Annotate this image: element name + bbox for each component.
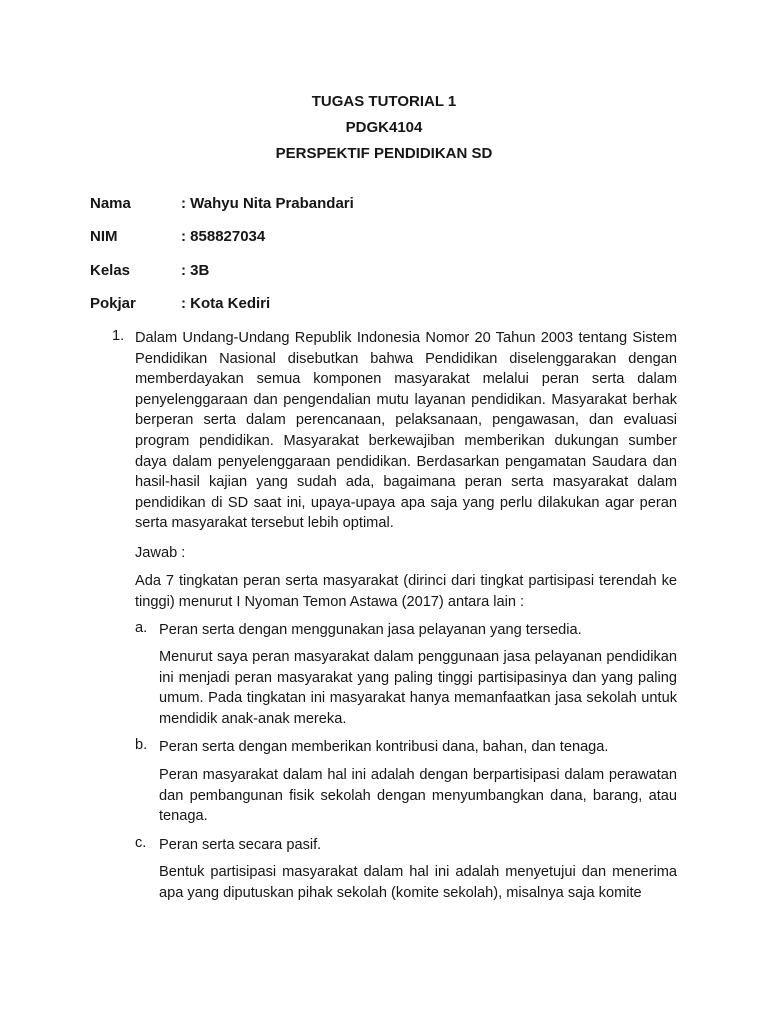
pokjar-value: : Kota Kediri	[181, 295, 271, 312]
item-b-heading: Peran serta dengan memberikan kontribusi dana, bahan, dan tenaga.	[159, 739, 609, 755]
name-value: : Wahyu Nita Prabandari	[181, 195, 354, 212]
document-title: TUGAS TUTORIAL 1	[311, 93, 457, 110]
nim-label: NIM	[90, 228, 118, 245]
question-number: 1.	[112, 328, 125, 344]
item-b-body: Peran masyarakat dalam hal ini adalah dengan berpartisipasi dalam perawatan dan pembangunan fisik sekolah dengan menyumbangkan dana, barang, atau tenaga.	[159, 767, 677, 825]
item-a-heading: Peran serta dengan menggunakan jasa pelayanan yang tersedia.	[159, 622, 582, 638]
item-a-body: Menurut saya peran masyarakat dalam penggunaan jasa pelayanan pendidikan ini menjadi peran masyarakat yang paling tinggi partisipasinya dan yang paling umum. Pada tingkatan ini masyarakat hanya memanfaatkan jasa sekolah untuk mendidik anak-anak mereka.	[159, 649, 677, 727]
list-marker-a: a.	[135, 620, 148, 636]
course-code: PDGK4104	[345, 119, 423, 136]
course-name: PERSPEKTIF PENDIDIKAN SD	[275, 145, 493, 162]
name-label: Nama	[90, 195, 131, 212]
list-marker-c: c.	[135, 835, 147, 851]
answer-intro: Ada 7 tingkatan peran serta masyarakat (dirinci dari tingkat partisipasi terendah ke tinggi) menurut I Nyoman Temon Astawa (2017) antara lain :	[135, 573, 677, 610]
nim-value: : 858827034	[181, 228, 266, 245]
question-text: Dalam Undang-Undang Republik Indonesia Nomor 20 Tahun 2003 tentang Sistem Pendidikan Nasional disebutkan bahwa Pendidikan diselenggarakan dengan memberdayakan semua komponen masyarakat melalui peran serta dalam penyelenggaraan dan pengendalian mutu layanan pendidikan. Masyarakat berhak berperan serta dalam perencanaan, pelaksanaan, pengawasan, dan evaluasi program pendidikan. Masyarakat berkewajiban memberikan dukungan sumber daya dalam penyelenggaraan pendidikan. Berdasarkan pengamatan Saudara dan hasil-hasil kajian yang sudah ada, bagaimana peran serta masyarakat dalam pendidikan di SD saat ini, upaya-upaya apa saja yang perlu dilakukan agar peran serta masyarakat tersebut lebih optimal.	[135, 330, 677, 532]
class-label: Kelas	[90, 262, 131, 279]
class-value: : 3B	[181, 262, 210, 279]
list-marker-b: b.	[135, 737, 148, 753]
item-c-heading: Peran serta secara pasif.	[159, 837, 322, 853]
answer-label: Jawab :	[135, 545, 186, 561]
item-c-body: Bentuk partisipasi masyarakat dalam hal ini adalah menyetujui dan menerima apa yang diputuskan pihak sekolah (komite sekolah), misalnya saja komite	[159, 864, 677, 901]
pokjar-label: Pokjar	[90, 295, 136, 312]
